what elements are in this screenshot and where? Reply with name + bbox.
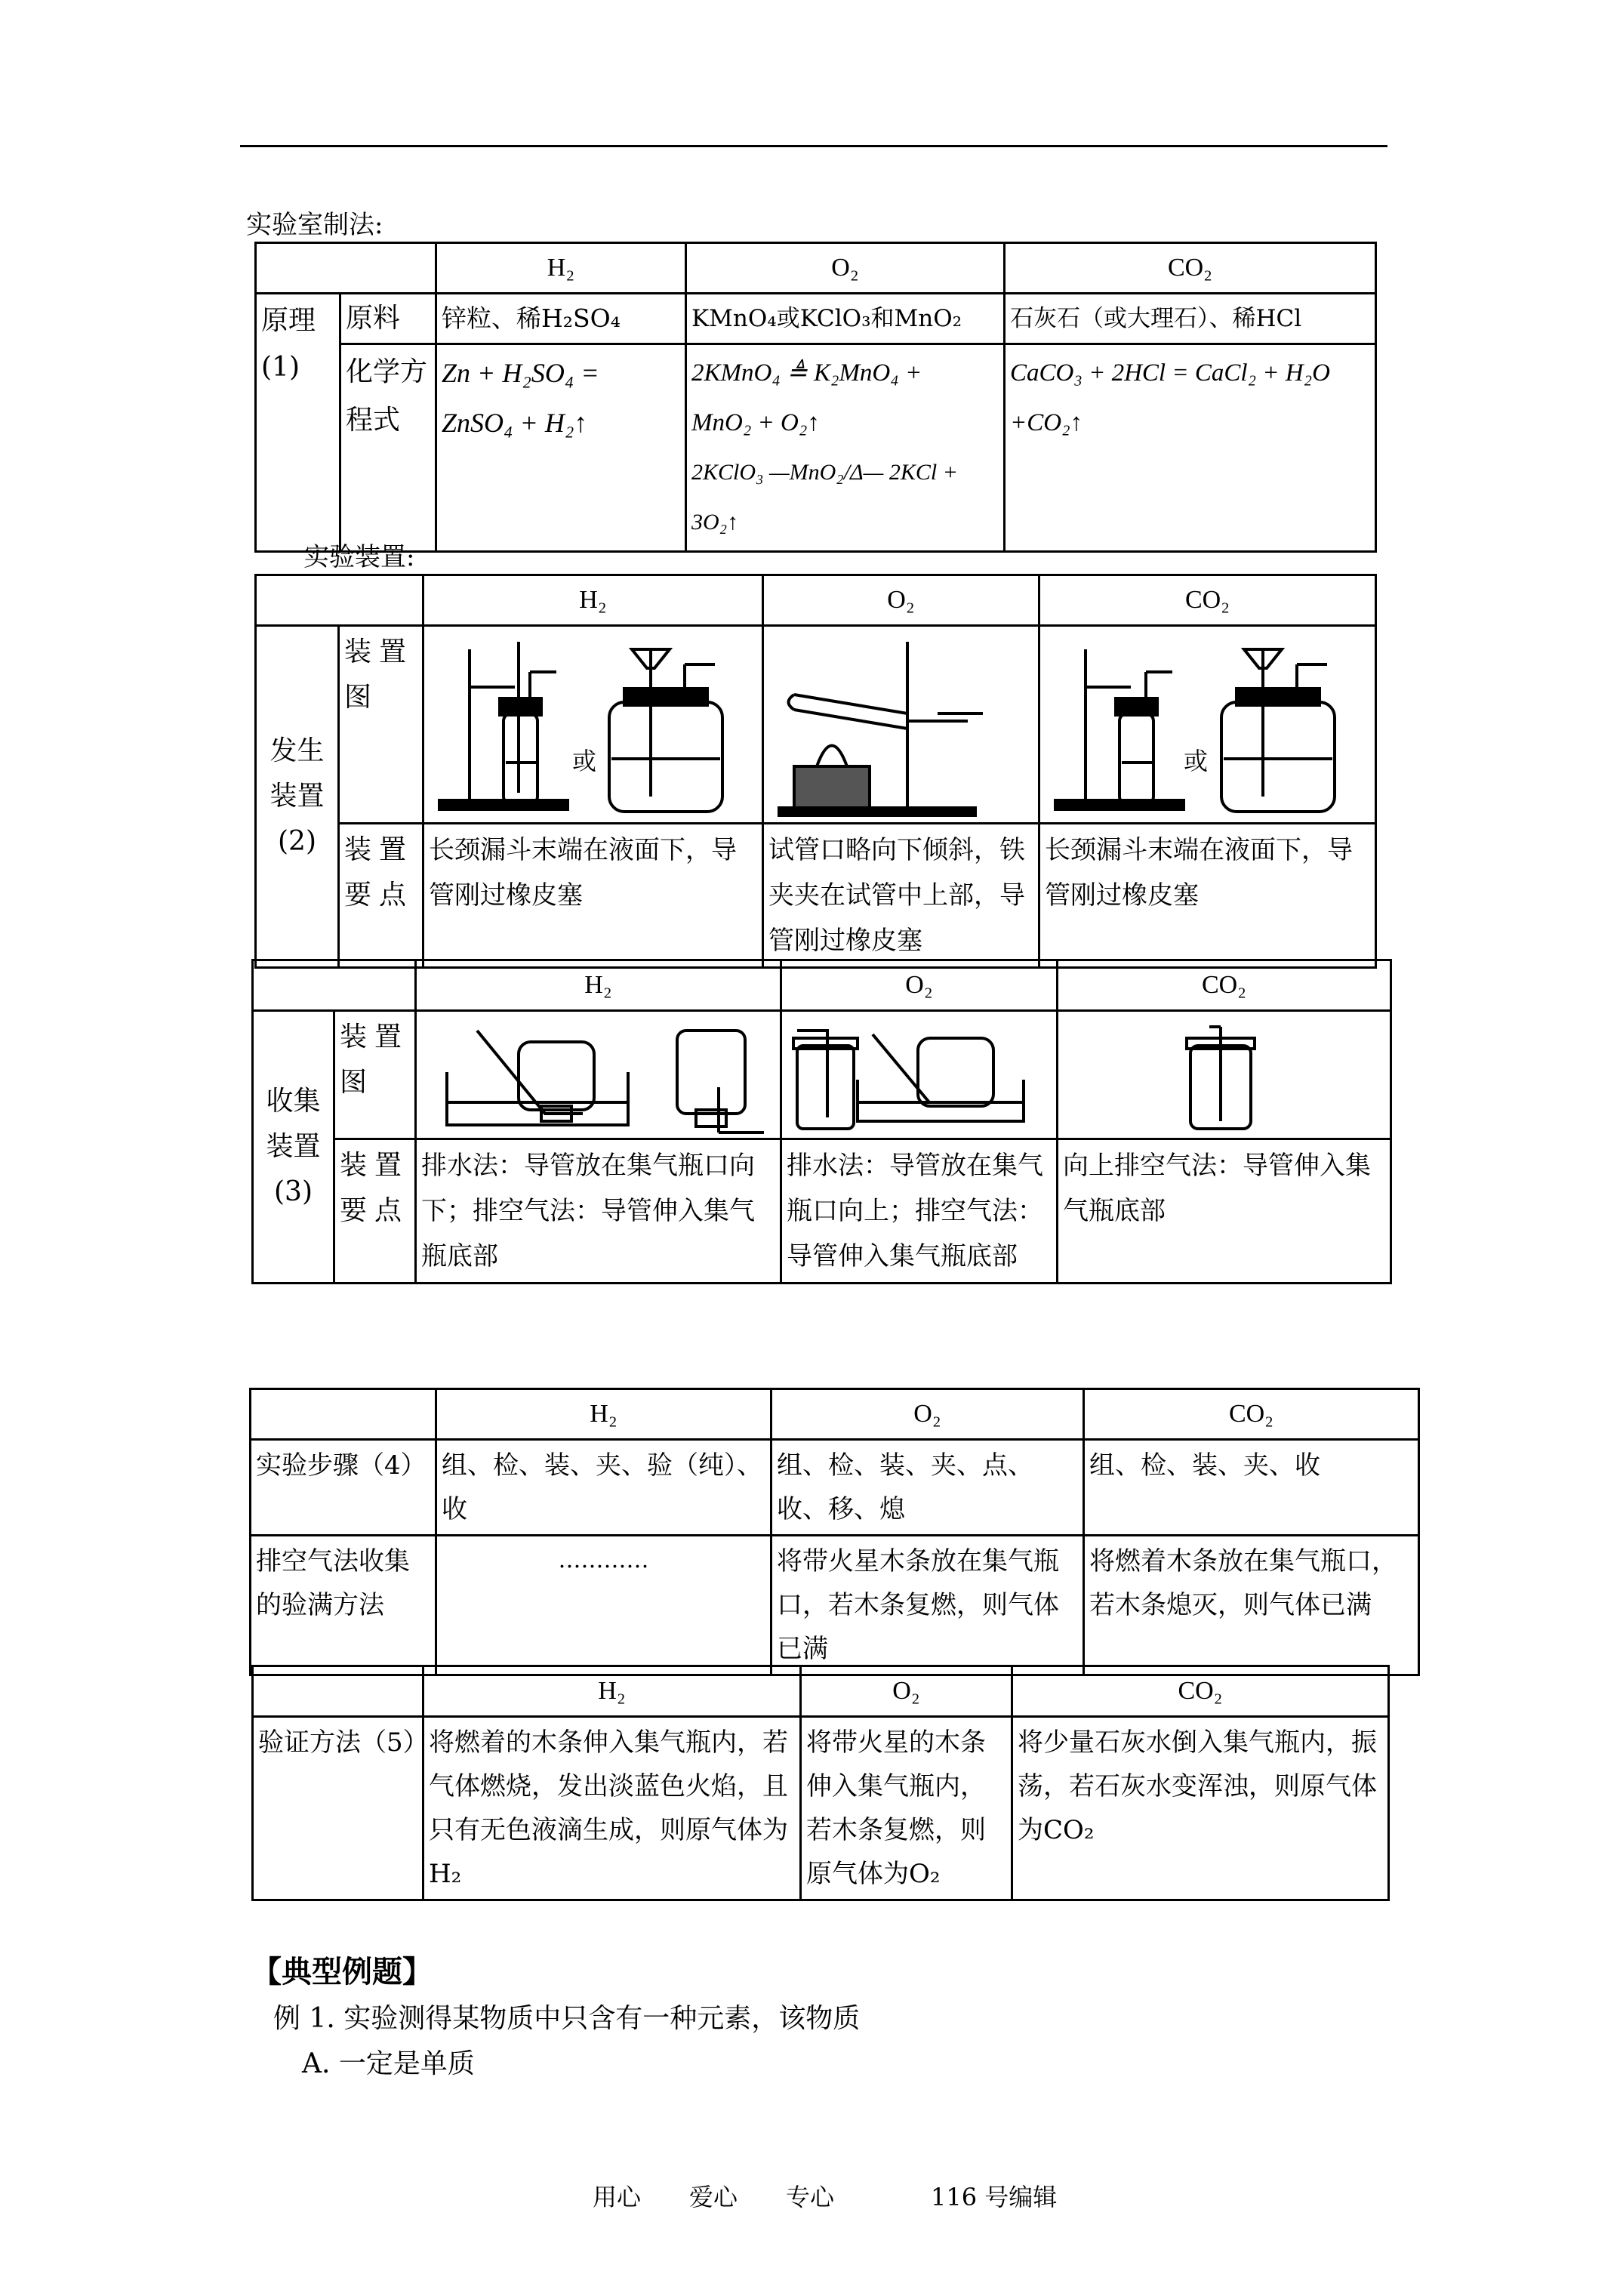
page-footer: 用心 爱心 专心 116 号编辑 xyxy=(593,2183,1058,2211)
eq-o2-line3: 2KClO₃ —MnO₂/Δ— 2KCl + 3O₂↑ xyxy=(691,460,958,535)
full-check-o2: 将带火星木条放在集气瓶口，若木条复燃，则气体已满 xyxy=(771,1536,1084,1675)
col-diagram-h2 xyxy=(416,1011,781,1139)
col-o2: O₂ xyxy=(781,960,1058,1011)
col-point-o2: 排水法：导管放在集气瓶口向上；排空气法：导管伸入集气瓶底部 xyxy=(781,1139,1058,1284)
col-o2: O₂ xyxy=(686,243,1005,294)
gen-diagram-o2 xyxy=(763,626,1039,824)
diagram-label: 装置图 xyxy=(334,1011,416,1139)
or-label: 或 xyxy=(572,747,597,775)
col-co2: CO₂ xyxy=(1058,960,1391,1011)
col-h2: H₂ xyxy=(416,960,781,1011)
eq-co2-line1: CaCO₃ + 2HCl = CaCl₂ + H₂O xyxy=(1010,359,1330,387)
equation-h2 xyxy=(436,344,686,552)
eq-o2-line1: 2KMnO₄ ≜ K₂MnO₄ + xyxy=(691,359,922,387)
header-rule xyxy=(240,145,1387,147)
lab-prep-title: 实验室制法: xyxy=(246,210,383,240)
col-h2: H₂ xyxy=(423,575,763,626)
steps-o2: 组、检、装、夹、点、收、移、熄 xyxy=(771,1440,1084,1536)
steps-table xyxy=(249,1388,1420,1676)
equation-o2 xyxy=(686,344,1005,552)
example-1-question: 例 1. 实验测得某物质中只含有一种元素，该物质 xyxy=(273,2003,861,2034)
col-co2: CO₂ xyxy=(1039,575,1376,626)
diagram-label: 装置图 xyxy=(339,626,423,824)
corner-cell xyxy=(256,575,423,626)
verify-co2: 将少量石灰水倒入集气瓶内，振荡，若石灰水变浑浊，则原气体为CO₂ xyxy=(1012,1717,1389,1900)
full-check-label: 排空气法收集的验满方法 xyxy=(251,1536,436,1675)
principle-label: 原理(1) xyxy=(256,294,340,552)
or-label: 或 xyxy=(1184,747,1209,775)
full-check-h2: ………… xyxy=(436,1536,771,1675)
corner-cell xyxy=(251,1389,436,1440)
col-co2: CO₂ xyxy=(1005,243,1376,294)
eq-o2-line2: MnO₂ + O₂↑ xyxy=(691,409,820,436)
generation-table xyxy=(254,574,1377,969)
equation-label: 化学方程式 xyxy=(340,344,436,552)
example-1-option-a: A. 一定是单质 xyxy=(302,2048,475,2079)
verify-o2: 将带火星的木条伸入集气瓶内，若木条复燃，则原气体为O₂ xyxy=(801,1717,1012,1900)
col-h2: H₂ xyxy=(436,243,686,294)
col-o2: O₂ xyxy=(801,1666,1012,1717)
gen-point-o2: 试管口略向下倾斜，铁夹夹在试管中上部，导管刚过橡皮塞 xyxy=(763,824,1039,968)
steps-label: 实验步骤（4） xyxy=(251,1440,436,1536)
verify-label: 验证方法（5） xyxy=(253,1717,423,1900)
h2-collection-diagram xyxy=(417,1012,778,1137)
h2-generator-diagram xyxy=(424,627,759,821)
col-diagram-o2 xyxy=(781,1011,1058,1139)
eq-h2-line1: Zn + H₂SO₄ = xyxy=(442,358,599,388)
o2-generator-diagram xyxy=(764,627,1036,821)
col-o2: O₂ xyxy=(763,575,1039,626)
col-point-h2: 排水法：导管放在集气瓶口向下；排空气法：导管伸入集气瓶底部 xyxy=(416,1139,781,1284)
raw-o2: KMnO₄或KClO₃和MnO₂ xyxy=(686,294,1005,344)
col-co2: CO₂ xyxy=(1012,1666,1389,1717)
collection-table xyxy=(251,959,1392,1284)
corner-cell xyxy=(253,1666,423,1717)
raw-h2: 锌粒、稀H₂SO₄ xyxy=(436,294,686,344)
eq-h2-line2: ZnSO₄ + H₂↑ xyxy=(442,408,588,438)
co2-generator-diagram xyxy=(1040,627,1372,821)
col-o2: O₂ xyxy=(771,1389,1084,1440)
collection-label: 收集装置(3) xyxy=(253,1011,334,1284)
co2-collection-diagram xyxy=(1058,1012,1387,1137)
raw-label: 原料 xyxy=(340,294,436,344)
col-h2: H₂ xyxy=(436,1389,771,1440)
keypoint-label: 装置要点 xyxy=(334,1139,416,1284)
verify-h2: 将燃着的木条伸入集气瓶内，若气体燃烧，发出淡蓝色火焰，且只有无色液滴生成，则原气体为H₂ xyxy=(423,1717,801,1900)
gen-diagram-h2 xyxy=(423,626,763,824)
examples-heading: 【典型例题】 xyxy=(251,1954,433,1989)
gen-point-h2: 长颈漏斗末端在液面下，导管刚过橡皮塞 xyxy=(423,824,763,968)
generation-label: 发生装置(2) xyxy=(256,626,339,968)
equation-co2 xyxy=(1005,344,1376,552)
col-co2: CO₂ xyxy=(1084,1389,1419,1440)
col-point-co2: 向上排空气法：导管伸入集气瓶底部 xyxy=(1058,1139,1391,1284)
raw-co2: 石灰石（或大理石）、稀HCl xyxy=(1005,294,1376,344)
apparatus-title: 实验装置: xyxy=(303,542,415,572)
verify-table xyxy=(251,1665,1390,1901)
eq-co2-line2: +CO₂↑ xyxy=(1010,409,1083,436)
lab-prep-table xyxy=(254,242,1377,553)
steps-co2: 组、检、装、夹、收 xyxy=(1084,1440,1419,1536)
keypoint-label: 装置要点 xyxy=(339,824,423,968)
gen-point-co2: 长颈漏斗末端在液面下，导管刚过橡皮塞 xyxy=(1039,824,1376,968)
corner-cell xyxy=(256,243,436,294)
steps-h2: 组、检、装、夹、验（纯）、收 xyxy=(436,1440,771,1536)
corner-cell xyxy=(253,960,416,1011)
gen-diagram-co2 xyxy=(1039,626,1376,824)
col-h2: H₂ xyxy=(423,1666,801,1717)
o2-collection-diagram xyxy=(782,1012,1054,1137)
full-check-co2: 将燃着木条放在集气瓶口，若木条熄灭，则气体已满 xyxy=(1084,1536,1419,1675)
col-diagram-co2 xyxy=(1058,1011,1391,1139)
